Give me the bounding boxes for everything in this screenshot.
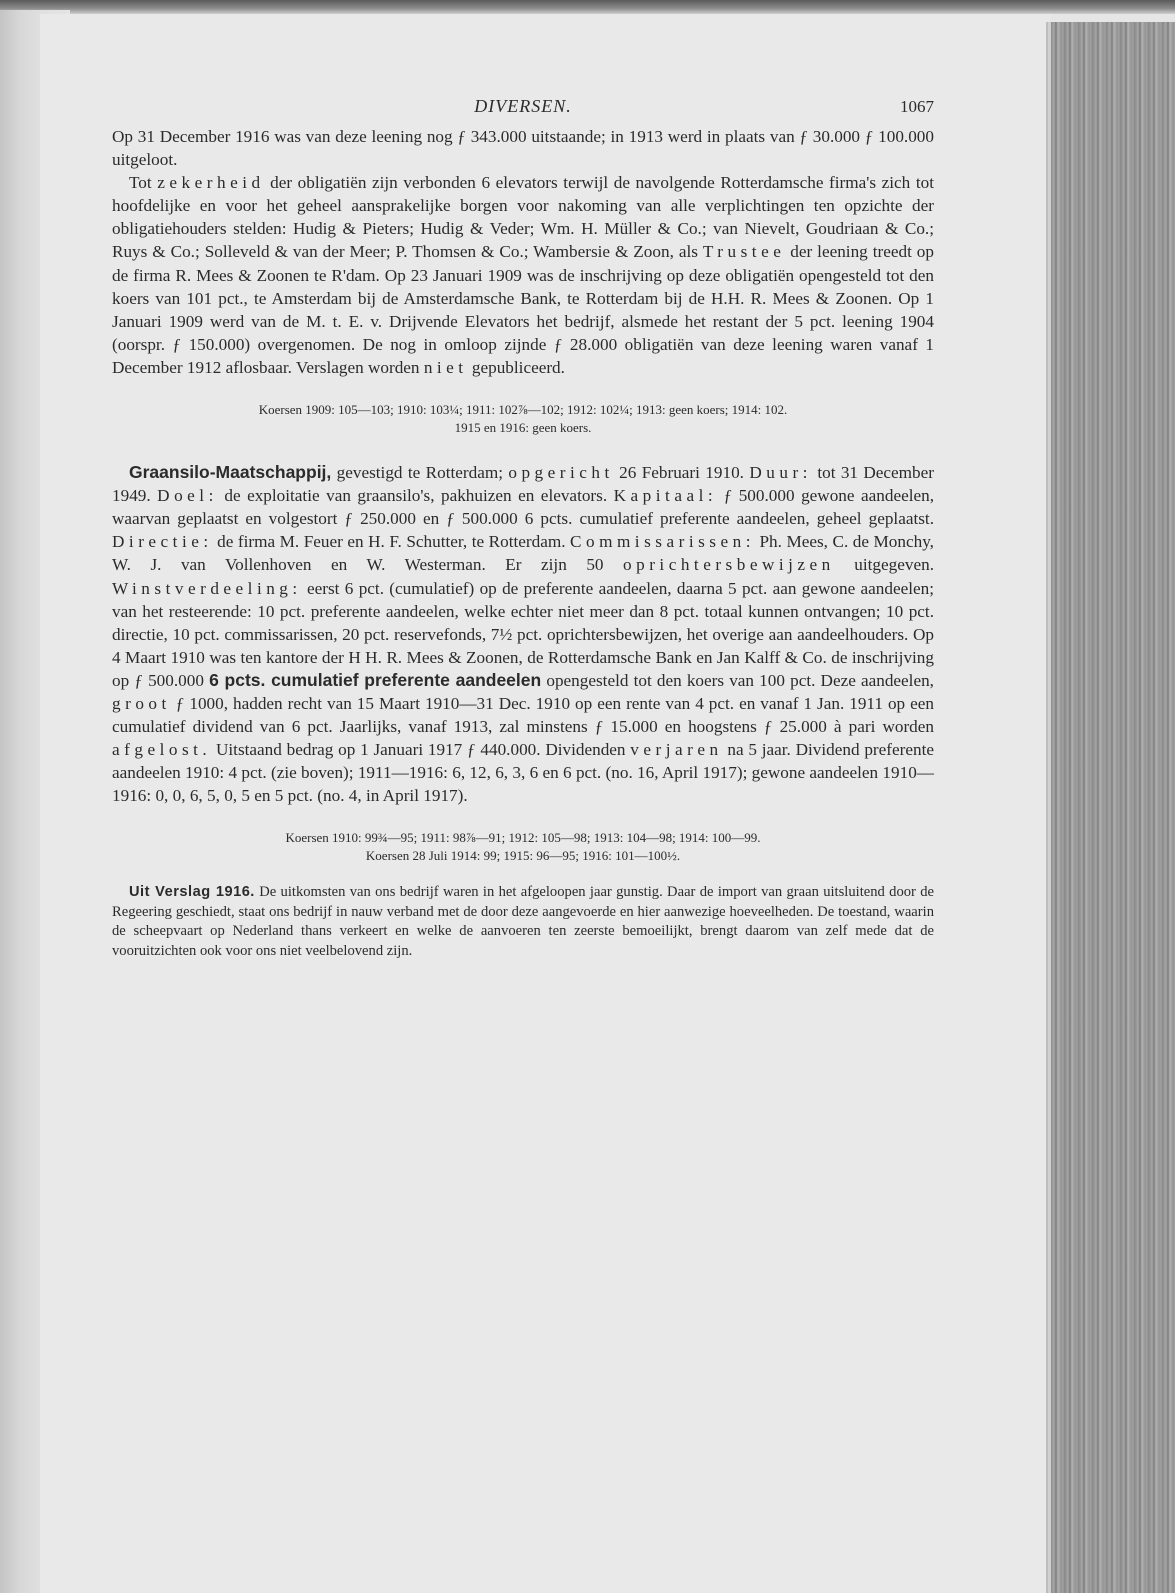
spaced-term: Trustee [702,242,786,262]
report-heading: Uit Verslag 1916. [129,884,255,901]
page-stack [1048,22,1175,1593]
price-quotes-1: Koersen 1909: 105—103; 1910: 103¼; 1911: 102⅞—102; 1912: 102¼; 1913: geen koers; 1914: 102. 1915 en 1916: geen koers. [258,402,788,436]
paragraph-security: Tot zekerheid der obligatiën zijn verbonden 6 elevators terwijl de navolgende Rotterdamsche firma's zich tot hoofdelijke en voor het geheel aansprakelijke borgen voor nakoming van alle verplichtingen ten opzichte der obligatiehouders stelden: Hudig & Pieters; Hudig & Veder; Wm. H. Müller & Co.; van Nievelt, Goudriaan & Co.; Ruys & Co.; Solleveld & van der Meer; P. Thomsen & Co.; Wambersie & Zoon, als Trustee der leening treedt op de firma R. Mees & Zoonen te R'dam. Op 23 Januari 1909 was de inschrijving op deze obligatiën opengesteld tot den koers van 101 pct., te Amsterdam bij de Amsterdamsche Bank, te Rotterdam bij de H.H. R. Mees & Zoonen. Op 1 Januari 1909 werd van de M. t. E. v. Drijvende Elevators het bedrijf, alsmede het restant der 5 pct. leening 1904 (oorspr. ƒ 150.000) overgenomen. De nog in omloop zijnde ƒ 28.000 obligatiën van deze leening waren vanaf 1 December 1912 aflosbaar. Verslagen worden niet gepubliceerd. [112,173,934,377]
scan-top-shadow [0,0,1175,14]
spaced-term: niet [423,357,468,377]
paragraph-report-1916: Uit Verslag 1916. De uitkomsten van ons bedrijf waren in het afgeloopen jaar gunstig. Daar de import van graan uitsluitend door de Regeering geschiedt, staat ons bedrijf in nauw verband met de door deze aangevoerde en hier aanwezige hoeveelheden. De toestand, waarin de scheepvaart op Nederland thans verkeert en welke de aanvoeren ten zeerste bemoeilijkt, brengt daarom van zelf mede dat de vooruitzichten ook voor ons niet veelbelovend zijn. [112,884,934,959]
paragraph-graansilo: Graansilo-Maatschappij, gevestigd te Rotterdam; opgericht 26 Februari 1910. Duur: tot 31 December 1949. Doel: de exploitatie van graansilo's, pakhuizen en elevators. Kapitaal: ƒ 500.000 gewone aandeelen, waarvan geplaatst en volgestort ƒ 250.000 en ƒ 500.000 6 pcts. cumulatief preferente aandeelen, geheel geplaatst. Directie: de firma M. Feuer en H. F. Schutter, te Rotterdam. Commissarissen: Ph. Mees, C. de Monchy, W. J. van Vollenhoven en W. Westerman. Er zijn 50 oprichtersbewijzen uitgegeven. Winstverdeeling: eerst 6 pct. (cumulatief) op de preferente aandeelen, daarna 5 pct. aan gewone aandeelen; van het resteerende: 10 pct. preferente aandeelen, welke echter niet meer dan 8 pct. totaal kunnen ontvangen; 10 pct. directie, 10 pct. commissarissen, 20 pct. reservefonds, 7½ pct. oprichtersbewijzen, het overige aan aandeelhouders. Op 4 Maart 1910 was ten kantore der H H. R. Mees & Zoonen, de Rotterdamsche Bank en Jan Kalff & Co. de inschrijving op ƒ 500.000 6 pcts. cumulatief preferente aandeelen opengesteld tot den koers van 100 pct. Deze aandeelen, groot ƒ 1000, hadden recht van 15 Maart 1910—31 Dec. 1910 op een rente van 4 pct. en vanaf 1 Jan. 1911 op een cumulatief dividend van 6 pct. Jaarlijks, vanaf 1913, zal minstens ƒ 15.000 en hoogstens ƒ 25.000 à pari worden afgelost. Uitstaand bedrag op 1 Januari 1917 ƒ 440.000. Dividenden verjaren na 5 jaar. Dividend preferente aandeelen 1910: 4 pct. (zie boven); 1911—1916: 6, 12, 6, 3, 6 en 6 pct. (no. 16, April 1917); gewone aandeelen 1910—1916: 0, 0, 6, 5, 0, 5 en 5 pct. (no. 4, in April 1917). [112,462,935,806]
page-number: 1067 [900,97,934,116]
company-name: Graansilo-Maatschappij, [129,462,332,483]
page-header [112,95,934,125]
price-quotes-2: Koersen 1910: 99¾—95; 1911: 98⅞—91; 1912: 105—98; 1913: 104—98; 1914: 100—99. Koersen 28 Juli 1914: 99; 1915: 96—95; 1916: 101—100½. [285,830,761,864]
running-title: DIVERSEN. [474,96,572,116]
page-content [112,95,934,961]
paragraph-loan-outstanding: Op 31 December 1916 was van deze leening nog ƒ 343.000 uitstaande; in 1913 werd in plaats van ƒ 30.000 ƒ 100.000 uitgeloot. [112,127,934,170]
bold-issue-term: 6 pcts. cumulatief preferente aandeelen [209,669,542,690]
spaced-term: zekerheid [157,173,265,193]
